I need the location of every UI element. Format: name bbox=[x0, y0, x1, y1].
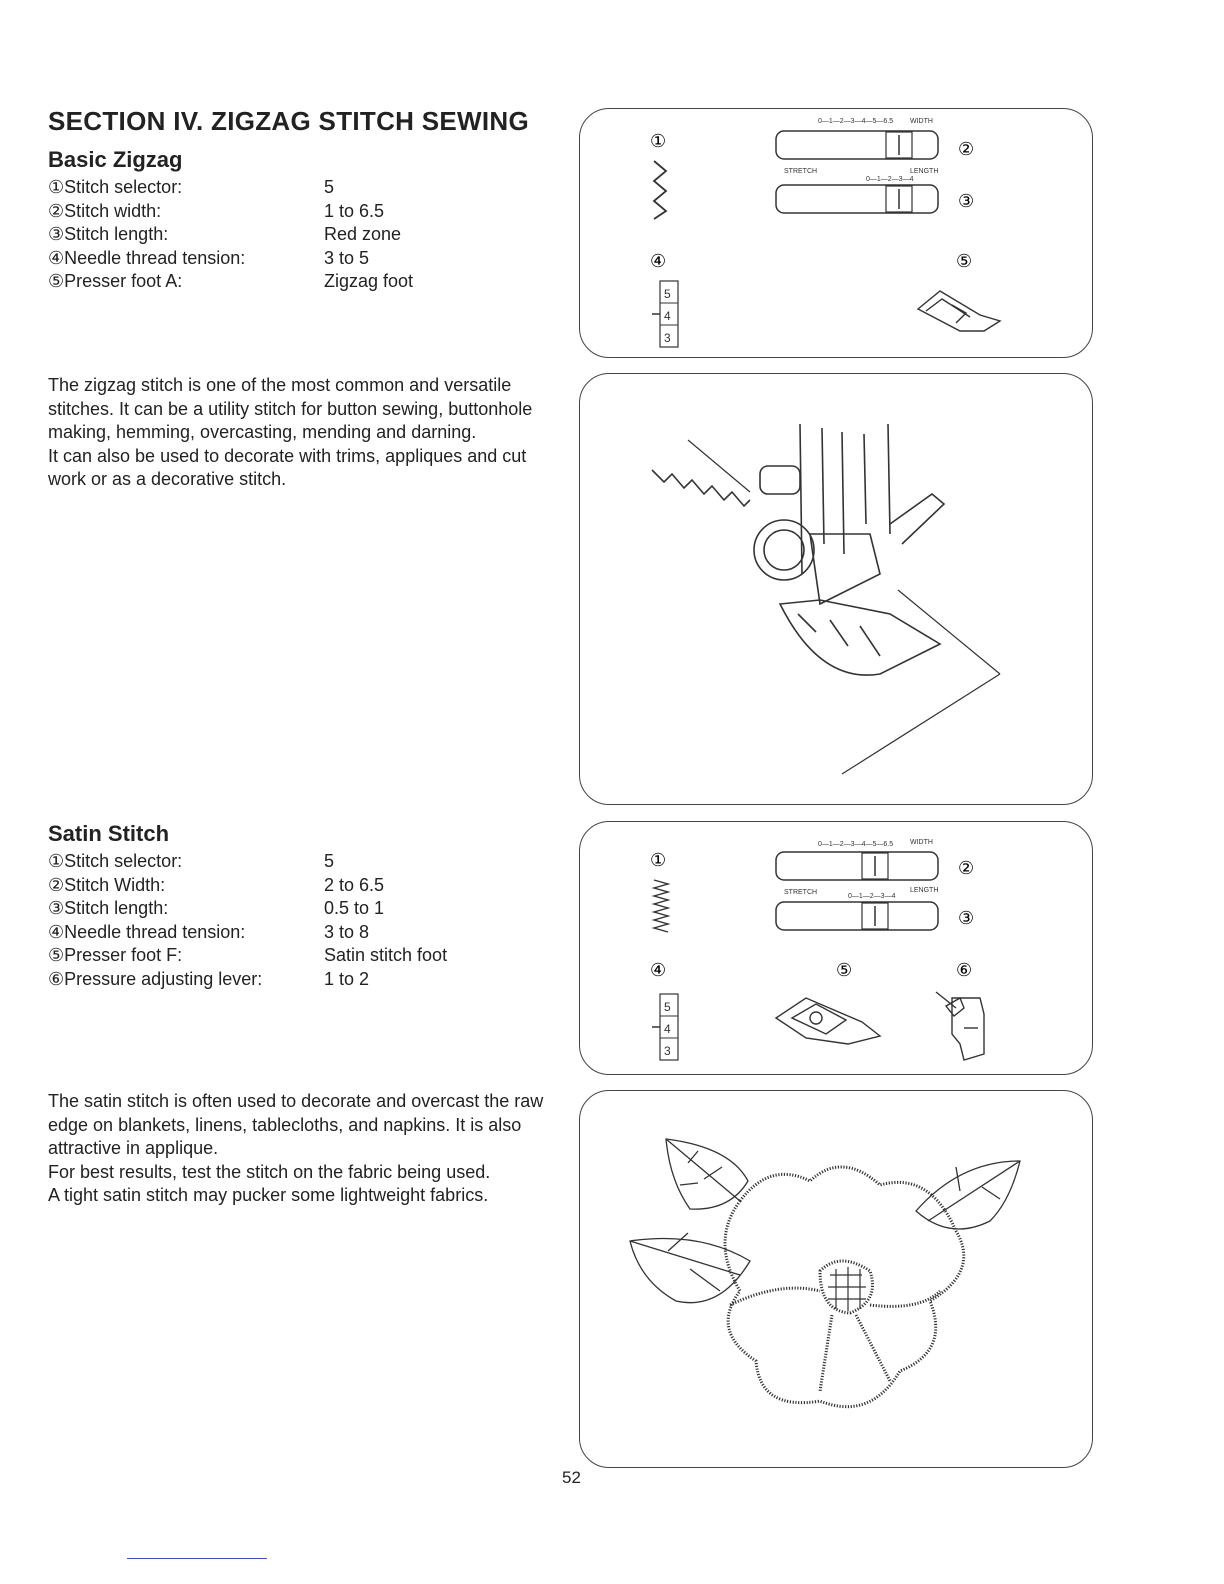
setting-label: Stitch selector: bbox=[64, 851, 183, 871]
width-label: WIDTH bbox=[910, 839, 933, 846]
zigzag-foot-icon bbox=[918, 291, 1000, 331]
setting-label: Needle thread tension: bbox=[64, 247, 246, 268]
setting-label: Stitch length: bbox=[64, 898, 169, 918]
setting-row bbox=[48, 850, 558, 874]
setting-number: ④ bbox=[48, 247, 65, 268]
pressure-lever-icon bbox=[936, 992, 984, 1060]
satin-stitch-settings-diagram bbox=[579, 821, 1093, 1075]
length-scale: 0—1—2—3—4 bbox=[848, 893, 896, 900]
satin-stitch-description bbox=[48, 1090, 558, 1208]
length-label: LENGTH bbox=[910, 887, 939, 894]
svg-text:4: 4 bbox=[664, 1022, 671, 1036]
label-5: ⑤ bbox=[956, 251, 973, 272]
paragraph: The zigzag stitch is one of the most common and versatile stitches. It can be a utility stitch for button sewing, buttonhole making, hemming, overcasting, mending and darning. bbox=[48, 375, 533, 442]
length-label: LENGTH bbox=[910, 168, 939, 175]
label-6: ⑥ bbox=[956, 960, 973, 981]
svg-text:3: 3 bbox=[664, 331, 671, 345]
leaf-shapes bbox=[630, 1139, 1020, 1303]
setting-value: 5 bbox=[324, 177, 335, 197]
setting-number: ② bbox=[48, 874, 65, 895]
setting-label: Stitch selector: bbox=[64, 177, 183, 197]
label-2: ② bbox=[958, 858, 975, 879]
label-2: ② bbox=[958, 139, 975, 160]
setting-number: ① bbox=[48, 851, 65, 871]
length-scale: 0—1—2—3—4 bbox=[866, 176, 914, 183]
stretch-label: STRETCH bbox=[784, 889, 818, 896]
setting-label: Needle thread tension: bbox=[64, 921, 246, 942]
basic-zigzag-settings bbox=[48, 176, 558, 294]
setting-row bbox=[48, 223, 558, 247]
width-label: WIDTH bbox=[910, 118, 933, 125]
width-scale: 0—1—2—3—4—5—6.5 bbox=[818, 118, 894, 125]
footer-rule bbox=[127, 1558, 267, 1559]
tension-dial-icon bbox=[652, 281, 678, 347]
setting-number: ⑤ bbox=[48, 271, 65, 291]
paragraph: It can also be used to decorate with trims, appliques and cut work or as a decorative stitch. bbox=[48, 445, 527, 489]
setting-row bbox=[48, 247, 558, 271]
zigzag-stitch-line bbox=[652, 470, 750, 506]
presser-foot-mechanism-icon bbox=[754, 424, 944, 675]
satin-stitch-settings bbox=[48, 850, 558, 991]
satin-pattern-icon bbox=[654, 880, 668, 932]
setting-value: 3 to 5 bbox=[324, 247, 370, 268]
section-title: SECTION IV. ZIGZAG STITCH SEWING bbox=[48, 106, 530, 136]
paragraph: A tight satin stitch may pucker some lightweight fabrics. bbox=[48, 1185, 489, 1205]
setting-label: Presser foot F: bbox=[64, 945, 183, 965]
label-1: ① bbox=[650, 850, 667, 871]
setting-number: ③ bbox=[48, 898, 65, 918]
flower-center-grid bbox=[828, 1267, 866, 1311]
setting-number: ③ bbox=[48, 224, 65, 244]
satin-stitch-foot-icon bbox=[776, 998, 880, 1044]
setting-value: Red zone bbox=[324, 224, 402, 244]
stretch-label: STRETCH bbox=[784, 168, 818, 175]
width-dial bbox=[776, 131, 938, 159]
label-4: ④ bbox=[650, 251, 667, 272]
setting-label: Stitch Width: bbox=[64, 874, 166, 895]
setting-value: 3 to 8 bbox=[324, 921, 370, 942]
satin-stitch-flower-illustration bbox=[579, 1090, 1093, 1468]
setting-row bbox=[48, 176, 558, 200]
length-dial bbox=[776, 902, 938, 930]
setting-label: Stitch width: bbox=[64, 200, 162, 221]
label-3: ③ bbox=[958, 908, 975, 929]
paragraph: The satin stitch is often used to decorate and overcast the raw edge on blankets, linens, tablecloths, and napkins. It is also attractive in applique. bbox=[48, 1091, 544, 1158]
setting-row bbox=[48, 200, 558, 224]
setting-row bbox=[48, 897, 558, 921]
width-dial bbox=[776, 852, 938, 880]
setting-label: Pressure adjusting lever: bbox=[64, 968, 263, 989]
width-scale: 0—1—2—3—4—5—6.5 bbox=[818, 841, 894, 848]
basic-zigzag-description bbox=[48, 374, 558, 492]
setting-row bbox=[48, 944, 558, 968]
tension-dial-icon bbox=[652, 994, 678, 1060]
setting-value: 1 to 2 bbox=[324, 968, 370, 989]
setting-row bbox=[48, 968, 558, 992]
label-5: ⑤ bbox=[836, 960, 853, 981]
svg-text:4: 4 bbox=[664, 309, 671, 323]
basic-zigzag-title: Basic Zigzag bbox=[48, 147, 183, 172]
setting-value: 1 to 6.5 bbox=[324, 200, 385, 221]
svg-text:5: 5 bbox=[664, 1000, 671, 1014]
setting-row bbox=[48, 874, 558, 898]
setting-label: Presser foot A: bbox=[64, 271, 183, 291]
setting-row bbox=[48, 921, 558, 945]
setting-value: Satin stitch foot bbox=[324, 945, 448, 965]
svg-text:3: 3 bbox=[664, 1044, 671, 1058]
setting-number: ⑤ bbox=[48, 945, 65, 965]
setting-row bbox=[48, 270, 558, 294]
paragraph: For best results, test the stitch on the fabric being used. bbox=[48, 1161, 491, 1182]
label-1: ① bbox=[650, 131, 667, 152]
setting-number: ④ bbox=[48, 921, 65, 942]
setting-value: Zigzag foot bbox=[324, 271, 414, 291]
zigzag-sewing-illustration bbox=[579, 373, 1093, 805]
setting-value: 0.5 to 1 bbox=[324, 898, 385, 918]
setting-number: ② bbox=[48, 200, 65, 221]
basic-zigzag-settings-diagram bbox=[579, 108, 1093, 358]
setting-number: ⑥ bbox=[48, 968, 65, 989]
label-4: ④ bbox=[650, 960, 667, 981]
label-3: ③ bbox=[958, 191, 975, 212]
setting-number: ① bbox=[48, 177, 65, 197]
setting-label: Stitch length: bbox=[64, 224, 169, 244]
page-number: 52 bbox=[562, 1468, 581, 1487]
setting-value: 2 to 6.5 bbox=[324, 874, 385, 895]
satin-stitch-title: Satin Stitch bbox=[48, 821, 170, 846]
svg-text:5: 5 bbox=[664, 287, 671, 301]
length-dial bbox=[776, 185, 938, 213]
zigzag-pattern-icon bbox=[654, 161, 666, 219]
setting-value: 5 bbox=[324, 851, 335, 871]
